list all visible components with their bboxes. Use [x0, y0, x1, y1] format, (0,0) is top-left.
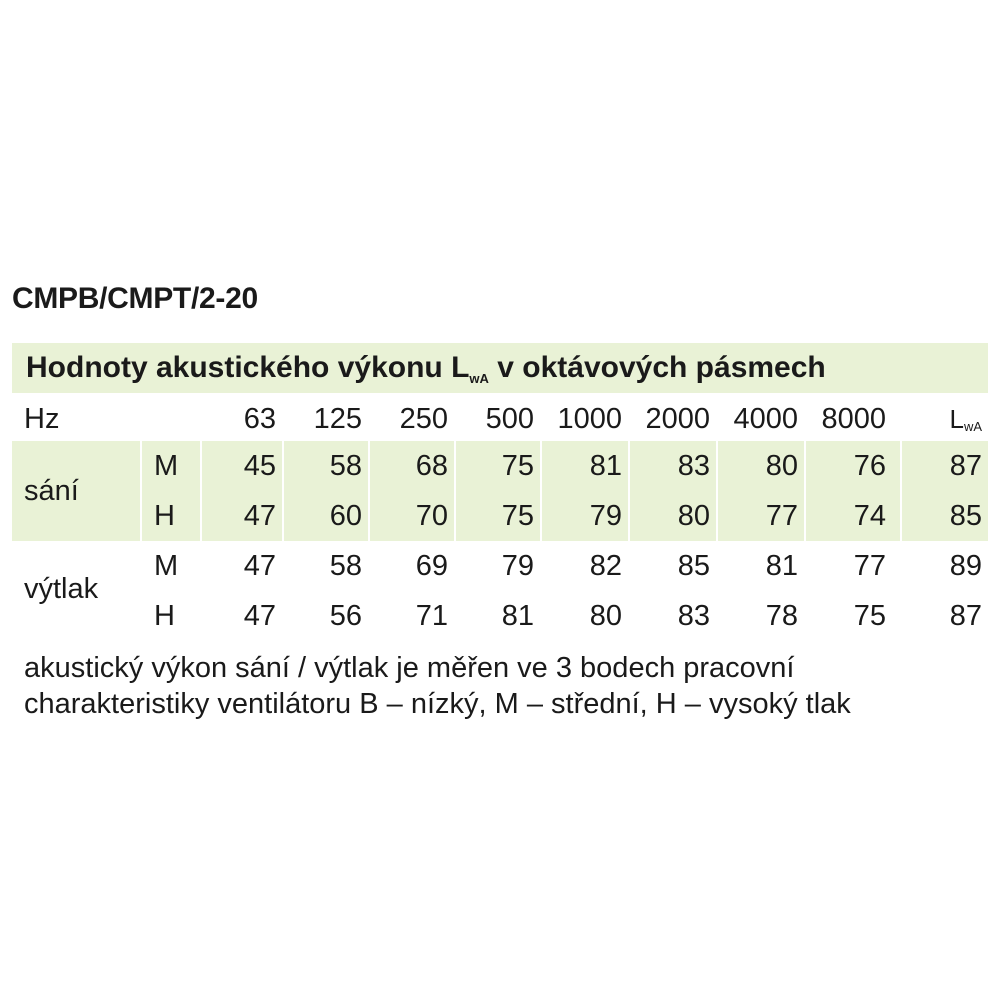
freq-header: 2000	[645, 402, 710, 435]
freq-header: 8000	[821, 402, 886, 435]
freq-header: 500	[485, 402, 534, 435]
total-cell: 85	[949, 499, 982, 532]
value-cell: 79	[589, 499, 622, 532]
footnote-line: akustický výkon sání / výtlak je měřen ve 3 bodech pracovní	[24, 652, 795, 684]
heading-subscript: wA	[469, 371, 489, 386]
value-cell: 80	[765, 449, 798, 482]
header-row	[12, 397, 988, 441]
table-row	[12, 541, 988, 591]
table-row	[12, 591, 988, 641]
group-label: výtlak	[24, 573, 99, 605]
value-cell: 79	[501, 549, 534, 582]
value-cell: 47	[243, 499, 276, 532]
value-cell: 83	[677, 449, 710, 482]
value-cell: 74	[853, 499, 886, 532]
value-cell: 60	[329, 499, 362, 532]
value-cell: 82	[589, 549, 622, 582]
freq-header: 125	[313, 402, 362, 435]
total-header: L wA	[949, 403, 982, 434]
value-cell: 47	[243, 549, 276, 582]
value-cell: 85	[677, 549, 710, 582]
value-cell: 71	[415, 599, 448, 632]
freq-header: 63	[243, 402, 276, 435]
value-cell: 81	[765, 549, 798, 582]
value-cell: 70	[415, 499, 448, 532]
value-cell: 75	[501, 499, 534, 532]
value-cell: 80	[677, 499, 710, 532]
group-sani	[12, 441, 988, 541]
group-vytlak	[12, 541, 988, 641]
value-cell: 75	[501, 449, 534, 482]
freq-header: 250	[399, 402, 448, 435]
freq-header: 1000	[557, 402, 622, 435]
value-cell: 77	[765, 499, 798, 532]
heading-text-end: v oktávových pásmech	[488, 351, 826, 384]
heading-text: Hodnoty akustického výkonu L	[26, 351, 470, 384]
value-cell: 77	[853, 549, 886, 582]
product-title: CMPB/CMPT/2-20	[12, 282, 258, 315]
hz-label: Hz	[24, 402, 60, 435]
table-row	[12, 491, 988, 541]
value-cell: 68	[415, 449, 448, 482]
value-cell: 58	[329, 449, 362, 482]
total-cell: 87	[949, 599, 982, 632]
table-heading	[12, 343, 988, 393]
level-label: M	[154, 549, 179, 582]
value-cell: 83	[677, 599, 710, 632]
level-label: H	[154, 499, 175, 532]
value-cell: 58	[329, 549, 362, 582]
level-label: H	[154, 599, 175, 632]
table-row	[12, 441, 988, 491]
total-cell: 89	[949, 549, 982, 582]
value-cell: 76	[853, 449, 886, 482]
total-cell: 87	[949, 449, 982, 482]
value-cell: 69	[415, 549, 448, 582]
value-cell: 80	[589, 599, 622, 632]
value-cell: 45	[243, 449, 276, 482]
value-cell: 75	[853, 599, 886, 632]
value-cell: 81	[501, 599, 534, 632]
value-cell: 78	[765, 599, 798, 632]
footnote	[24, 650, 984, 722]
value-cell: 56	[329, 599, 362, 632]
group-label: sání	[24, 475, 79, 507]
value-cell: 81	[589, 449, 622, 482]
acoustic-table	[12, 397, 988, 641]
freq-header: 4000	[733, 402, 798, 435]
footnote-line: charakteristiky ventilátoru B – nízký, M – střední, H – vysoký tlak	[24, 688, 851, 720]
level-label: M	[154, 449, 179, 482]
value-cell: 47	[243, 599, 276, 632]
